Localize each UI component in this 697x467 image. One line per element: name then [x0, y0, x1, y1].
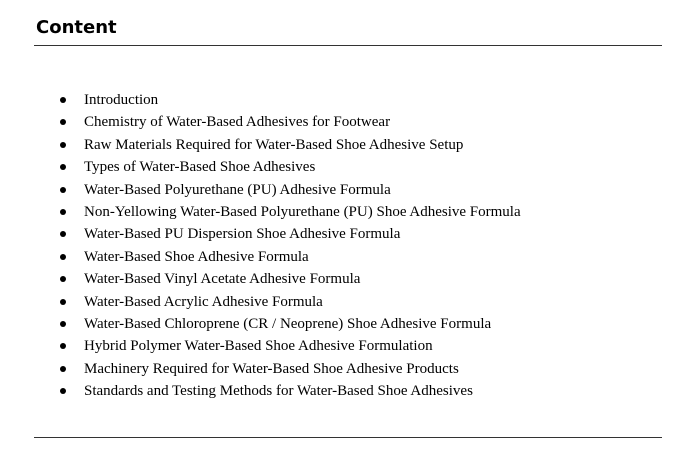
list-item-text: Water-Based Shoe Adhesive Formula: [84, 248, 309, 265]
list-item-text: Water-Based Polyurethane (PU) Adhesive Formula: [84, 181, 391, 198]
list-item-text: Standards and Testing Methods for Water-Based Shoe Adhesives: [84, 383, 473, 400]
bullet-icon: [60, 343, 66, 349]
list-item-text: Introduction: [84, 92, 159, 108]
bullet-icon: [60, 209, 66, 215]
bullet-icon: [60, 366, 66, 372]
page-heading: Content: [36, 17, 117, 38]
heading-divider: [34, 45, 662, 46]
bullet-icon: [60, 231, 66, 237]
list-item-text: Water-Based Chloroprene (CR / Neoprene) Shoe Adhesive Formula: [84, 315, 492, 332]
bullet-icon: [60, 276, 66, 282]
bullet-icon: [60, 187, 66, 193]
list-item-text: Water-Based Vinyl Acetate Adhesive Formula: [84, 271, 361, 288]
bullet-icon: [60, 321, 66, 327]
bullet-icon: [60, 97, 66, 103]
list-item-text: Raw Materials Required for Water-Based Shoe Adhesive Setup: [84, 136, 464, 153]
bullet-icon: [60, 142, 66, 148]
bullet-icon: [60, 119, 66, 125]
list-item-text: Chemistry of Water-Based Adhesives for Footwear: [84, 114, 391, 131]
list-item-text: Machinery Required for Water-Based Shoe Adhesive Products: [84, 360, 459, 377]
footer-divider: [34, 437, 662, 438]
bullet-icon: [60, 299, 66, 305]
list-item-text: Hybrid Polymer Water-Based Shoe Adhesive Formulation: [84, 338, 433, 355]
bullet-icon: [60, 164, 66, 170]
list-item-text: Water-Based PU Dispersion Shoe Adhesive Formula: [84, 226, 401, 243]
bullet-icon: [60, 254, 66, 260]
bullet-icon: [60, 388, 66, 394]
list-item-text: Types of Water-Based Shoe Adhesives: [84, 159, 316, 176]
list-item-text: Water-Based Acrylic Adhesive Formula: [84, 293, 323, 310]
list-item-text: Non-Yellowing Water-Based Polyurethane (PU) Shoe Adhesive Formula: [84, 203, 521, 220]
